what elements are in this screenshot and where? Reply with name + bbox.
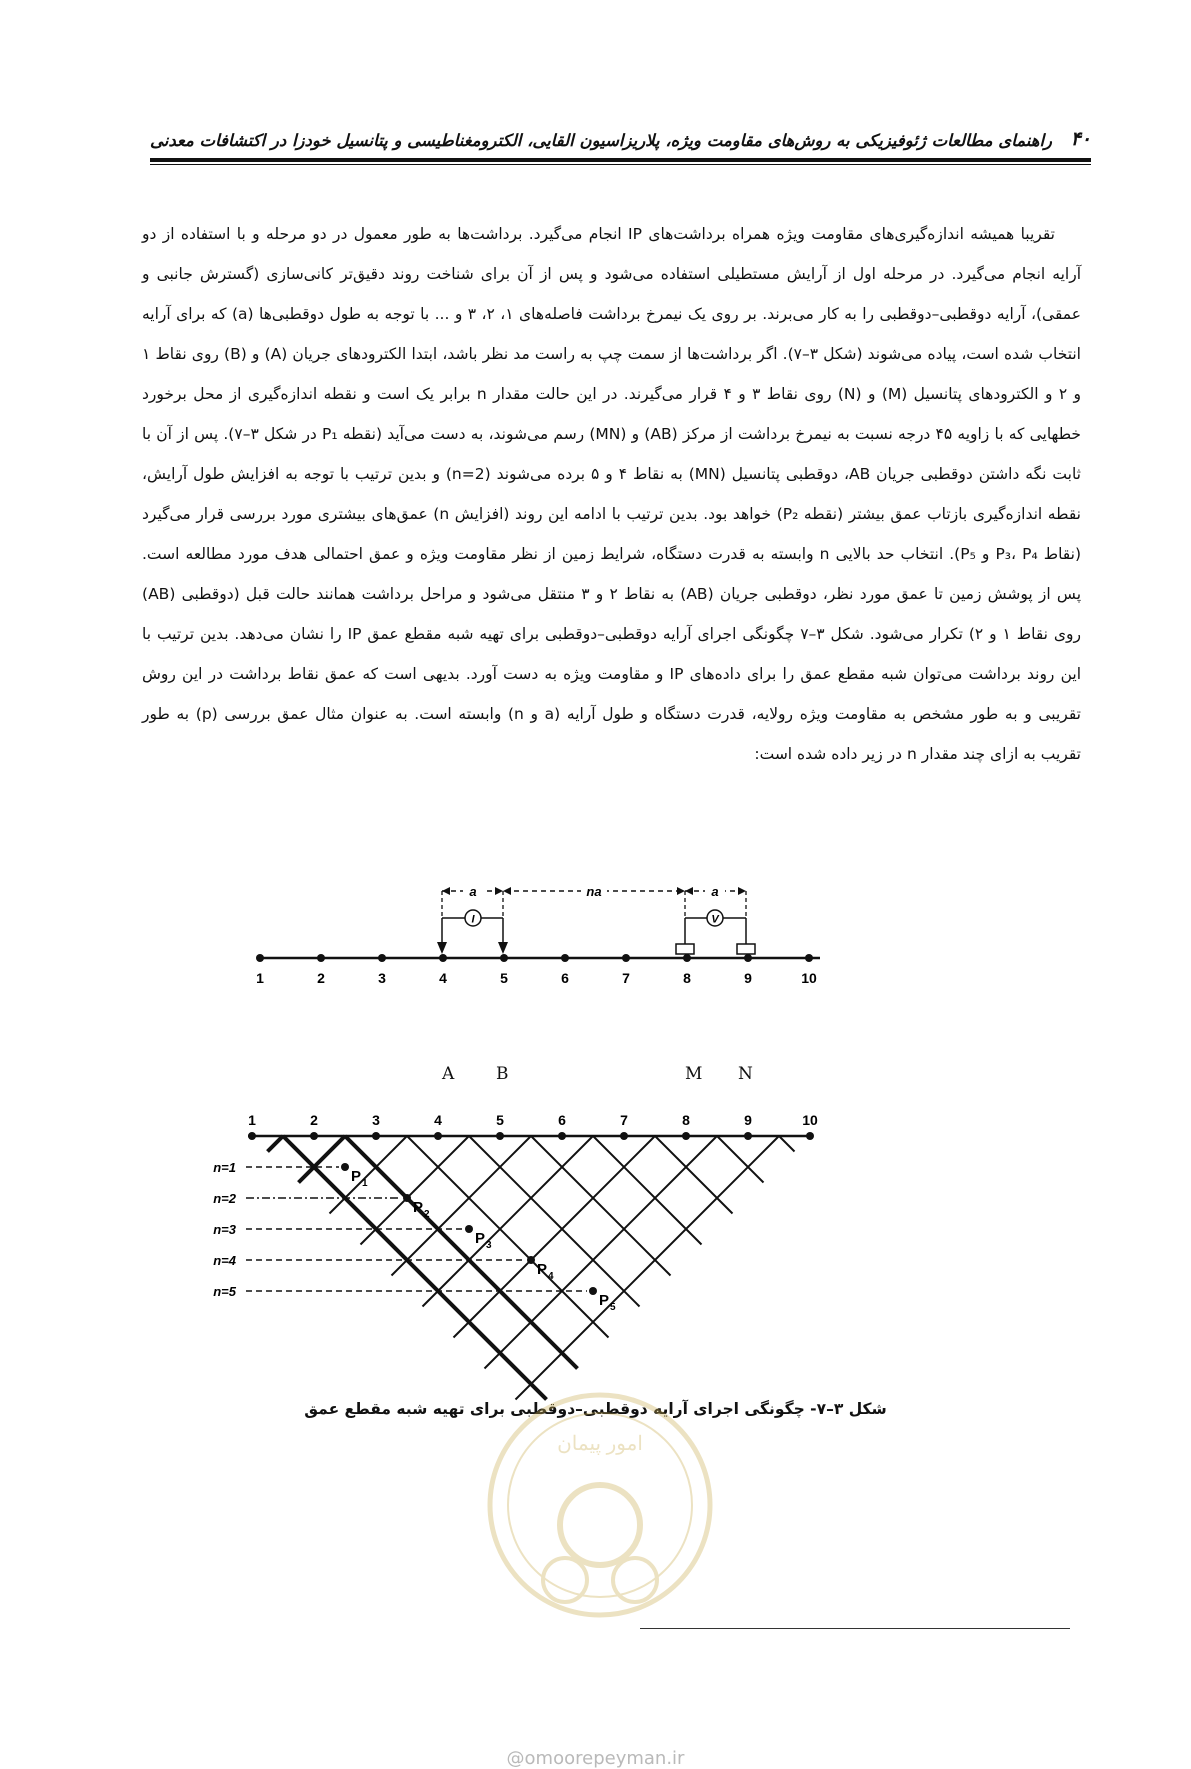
electrode-profile-line xyxy=(256,955,860,995)
bottom-tick-dot xyxy=(248,1132,256,1140)
bottom-tick-dot xyxy=(744,1132,752,1140)
top-tick-dot xyxy=(256,954,264,962)
electrode-m-pot xyxy=(676,944,694,954)
point-label: P xyxy=(537,1261,548,1278)
point-label: P xyxy=(475,1230,486,1247)
point-subscript: 1 xyxy=(362,1178,368,1189)
bottom-tick-label: 9 xyxy=(744,1112,752,1128)
point-subscript: 3 xyxy=(486,1240,492,1251)
top-tick-label: 9 xyxy=(744,970,752,986)
point-label: P xyxy=(413,1199,424,1216)
measurement-point xyxy=(341,1163,349,1171)
bottom-tick-dot xyxy=(806,1132,814,1140)
bottom-tick-dot xyxy=(434,1132,442,1140)
header-rule-thick xyxy=(150,158,1091,162)
page-number: ۴۰ xyxy=(1070,128,1091,150)
top-tick-label: 7 xyxy=(622,970,630,986)
top-tick-dot xyxy=(439,954,447,962)
letter-a: A xyxy=(442,1064,455,1084)
n-level-label: n=2 xyxy=(213,1191,236,1206)
top-tick-dot xyxy=(561,954,569,962)
bottom-tick-dot xyxy=(682,1132,690,1140)
point-subscript: 2 xyxy=(424,1209,430,1220)
top-tick-label: 8 xyxy=(683,970,691,986)
body-paragraph: تقریبا همیشه اندازه‌گیری‌های مقاومت ویژه همراه برداشت‌های IP انجام می‌گیرد. برداشت‌ها به طور معمول در دو مرحله و با استفاده از دو آرایه انجام می‌گیرد. در مرحله اول از آرایش مستطیلی استفاده می‌شود و پس از آن برای شناخت روند دقیق‌تر کانی‌سازی (گسترش جانبی و عمقی)، آرایه دوقطبی–دوقطبی را به کار می‌برند. بر روی یک نیمرخ برداشت فاصله‌های ۱، ۲، ۳ و ... با توجه به طول دوقطبی‌ها (a) که برای آرایه انتخاب شده است، پیاده می‌شوند (شکل ۳–۷). اگر برداشت‌ها از سمت چپ به راست مد نظر باشد، ابتدا الکترودهای جریان (A) و (B) روی نقاط ۱ و ۲ و الکترودهای پتانسیل (M) و (N) روی نقاط ۳ و ۴ قرار می‌گیرند. در این حالت مقدار n برابر یک است و نقطه اندازه‌گیری از محل برخورد خطهایی که با زاویه ۴۵ درجه نسبت به نیمرخ برداشت از مرکز (AB) و (MN) رسم می‌شوند، به دست می‌آید (نقطه P₁ در شکل ۳–۷). پس از آن با ثابت نگه داشتن دوقطبی جریان AB، دوقطبی پتانسیل (MN) به نقاط ۴ و ۵ برده می‌شوند (n=2) و بدین ترتیب با توجه به افزایش طول آرایش، نقطه اندازه‌گیری بازتاب عمق بیشتر (نقطه P₂) خواهد بود. بدین ترتیب با ادامه این روند (افزایش n) عمق‌های بیشتری مورد بررسی قرار می‌گیرد (نقاط P₃، P₄ و P₅). انتخاب حد بالایی n وابسته به قدرت دستگاه، شرایط زمین از نظر مقاومت ویژه و عمق احتمالی هدف مورد مطالعه است. پس از پوشش زمین تا عمق مورد نظر، دوقطبی جریان (AB) به نقاط ۲ و ۳ منتقل می‌شود و مراحل برداشت همانند حالت قبل (دوقطبی (AB) روی نقاط ۱ و ۲) تکرار می‌شود. شکل ۳–۷ چگونگی اجرای آرایه دوقطبی–دوقطبی برای تهیه شبه مقطع عمق IP را نشان می‌دهد. بدین ترتیب با این روند برداشت می‌توان شبه مقطع عمق را برای داده‌های IP و مقاومت ویژه به دست آورد. بدیهی است که عمق نقاط برداشت در این روش تقریبی و به طور مشخص به مقاومت ویژه رولایه، قدرت دستگاه و طول آرایه (a و n) وابسته است. به عنوان مثال عمق بررسی (p) به طور تقریب به ازای چند مقدار n در زیر داده شده است: xyxy=(142,225,1082,763)
letter-b: B xyxy=(496,1064,509,1084)
top-tick-dot xyxy=(744,954,752,962)
electrode-n-pot xyxy=(737,944,755,954)
top-tick-label: 3 xyxy=(378,970,386,986)
top-tick-dot xyxy=(805,954,813,962)
seal-text: امور پیمان xyxy=(557,1433,643,1455)
bottom-tick-label: 10 xyxy=(802,1112,818,1128)
bottom-tick-label: 5 xyxy=(496,1112,504,1128)
top-tick-label: 4 xyxy=(439,970,447,986)
bottom-tick-label: 8 xyxy=(682,1112,690,1128)
point-label: P xyxy=(599,1292,610,1309)
n-level-label: n=4 xyxy=(213,1253,236,1268)
n-level-label: n=3 xyxy=(213,1222,236,1237)
ammeter-label: I xyxy=(471,913,475,926)
top-tick-label: 1 xyxy=(256,970,264,986)
measurement-point xyxy=(527,1256,535,1264)
electrode-layout-diagram xyxy=(260,880,860,960)
bottom-tick-label: 1 xyxy=(248,1112,256,1128)
measurement-point xyxy=(465,1225,473,1233)
bottom-tick-dot xyxy=(620,1132,628,1140)
watermark-seal xyxy=(470,1380,730,1630)
figure-caption: شکل ۳–۷- چگونگی اجرای آرایه دوقطبی–دوقطبی برای تهیه شبه مقطع عمق xyxy=(304,1400,887,1418)
point-label: P xyxy=(351,1168,362,1185)
dim-a-right: a xyxy=(711,884,719,899)
bottom-tick-dot xyxy=(558,1132,566,1140)
top-tick-label: 10 xyxy=(801,970,817,986)
n-level-label: n=1 xyxy=(213,1160,236,1175)
top-tick-dot xyxy=(622,954,630,962)
bottom-tick-label: 7 xyxy=(620,1112,628,1128)
top-tick-dot xyxy=(683,954,691,962)
dim-na: na xyxy=(586,884,602,899)
bottom-tick-label: 2 xyxy=(310,1112,318,1128)
dim-a-left: a xyxy=(469,884,477,899)
header-rule-thin xyxy=(150,164,1091,165)
watermark-site: @omoorepeyman.ir xyxy=(506,1748,685,1769)
electrode-b-arrow xyxy=(498,942,508,954)
letter-n: N xyxy=(738,1064,753,1084)
page-header xyxy=(150,128,1091,150)
top-tick-label: 5 xyxy=(500,970,508,986)
bottom-tick-label: 6 xyxy=(558,1112,566,1128)
electrode-letters xyxy=(0,1064,1191,1088)
measurement-point xyxy=(403,1194,411,1202)
bottom-tick-dot xyxy=(310,1132,318,1140)
top-tick-dot xyxy=(317,954,325,962)
bottom-tick-label: 4 xyxy=(434,1112,442,1128)
point-subscript: 5 xyxy=(610,1302,616,1313)
running-title: راهنمای مطالعات ژئوفیزیکی به روش‌های مقاومت ویژه، پلاریزاسیون القایی، الکترومغناطیسی و پتانسیل خودزا در اکتشافات معدنی xyxy=(150,131,1053,150)
bottom-tick-label: 3 xyxy=(372,1112,380,1128)
letter-m: M xyxy=(685,1064,703,1084)
top-tick-label: 6 xyxy=(561,970,569,986)
measurement-point xyxy=(589,1287,597,1295)
pseudo-section-diagram xyxy=(213,1105,846,1375)
voltmeter-label: V xyxy=(711,913,719,926)
top-tick-label: 2 xyxy=(317,970,325,986)
top-tick-dot xyxy=(378,954,386,962)
top-tick-dot xyxy=(500,954,508,962)
electrode-a-arrow xyxy=(437,942,447,954)
bottom-tick-dot xyxy=(496,1132,504,1140)
n-level-label: n=5 xyxy=(213,1284,236,1299)
point-subscript: 4 xyxy=(548,1271,554,1282)
body-text xyxy=(142,214,1081,774)
bottom-tick-dot xyxy=(372,1132,380,1140)
